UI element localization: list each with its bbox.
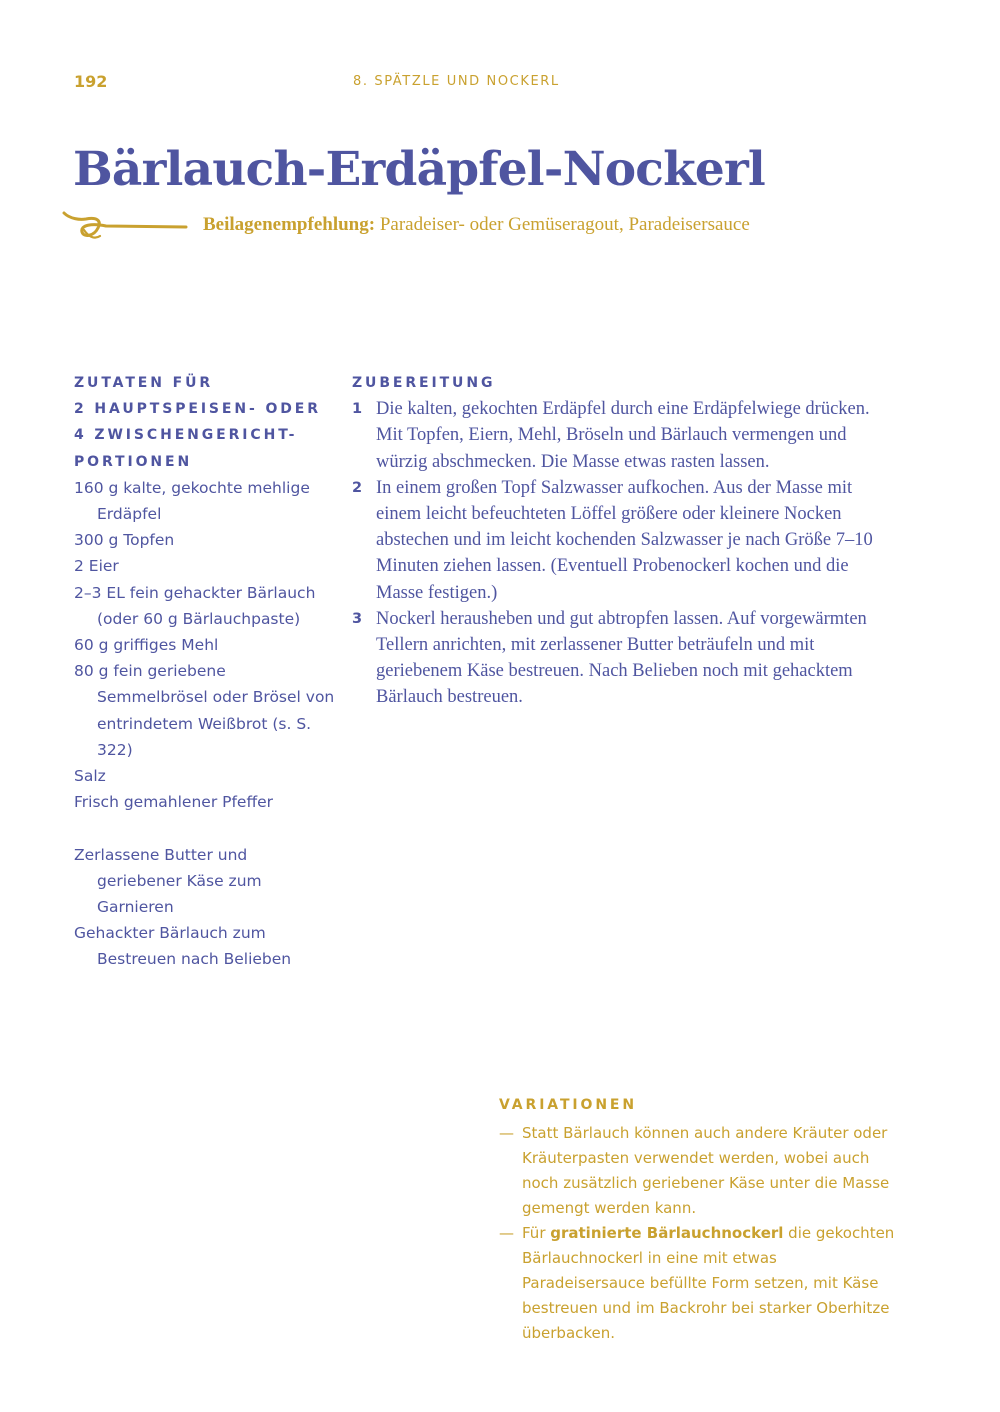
side-dish-recommendation — [203, 214, 750, 236]
ingredient-item: Salz — [74, 767, 106, 786]
step-number: 3 — [352, 610, 363, 627]
variation-text-pre: Für — [522, 1224, 551, 1242]
variation-item — [499, 1121, 899, 1221]
ingredients-heading-line: ZUTATEN FÜR — [74, 375, 214, 391]
preparation-steps — [352, 396, 892, 710]
ingredient-item: 300 g Topfen — [74, 531, 175, 550]
ingredient-item: 160 g kalte, gekochte mehlige Erdäpfel — [74, 478, 310, 524]
ingredients-heading-line: 2 HAUPTSPEISEN- ODER — [74, 401, 321, 418]
step-text: Die kalten, gekochten Erdäpfel durch eine Erdäpfelwiege drücken. Mit Topfen, Eiern, Mehl, Bröseln und Bärlauch vermengen und würzig abschmecken. Die Masse etwas rasten lassen. — [376, 399, 870, 472]
dash-bullet: — — [499, 1124, 514, 1142]
ingredient-item: Gehackter Bärlauch zum Bestreuen nach Belieben — [74, 924, 292, 969]
chapter-heading: 8. SPÄTZLE UND NOCKERL — [353, 74, 560, 89]
ingredients-section — [74, 370, 336, 973]
recommendation-text: Paradeiser- oder Gemüseragout, Paradeisersauce — [375, 214, 750, 235]
variations-heading: VARIATIONEN — [499, 1097, 638, 1113]
ingredient-item: 60 g griffiges Mehl — [74, 636, 219, 655]
step-number: 1 — [352, 401, 363, 418]
ingredient-item: Frisch gemahlener Pfeffer — [74, 793, 274, 812]
ingredient-item: Zerlassene Butter und geriebener Käse zum Garnieren — [74, 845, 262, 917]
preparation-step — [352, 396, 892, 475]
recipe-title: Bärlauch-Erdäpfel-Nockerl — [73, 142, 765, 197]
variation-highlight: gratinierte Bärlauchnockerl — [550, 1224, 784, 1242]
preparation-section — [352, 370, 892, 711]
preparation-step — [352, 606, 892, 711]
variation-text-post: die gekochten Bärlauchnockerl in eine mit etwas Paradeisersauce befüllte Form setzen, mit Käse bestreuen und im Backrohr bei starker Oberhitze überbacken. — [522, 1224, 895, 1342]
ingredients-heading-line: PORTIONEN — [74, 453, 193, 470]
step-text: Nockerl herausheben und gut abtropfen lassen. Auf vorgewärmten Tellern anrichten, mit zerlassener Butter beträufeln und mit geriebenem Käse bestreuen. Nach Belieben noch mit gehacktem Bärlauch bestreuen. — [376, 608, 867, 708]
variations-list — [499, 1121, 899, 1346]
ingredients-heading-line: 4 ZWISCHENGERICHT- — [74, 427, 298, 444]
ingredient-item: 2–3 EL fein gehackter Bärlauch (oder 60 g Bärlauchpaste) — [74, 583, 316, 628]
variations-section — [499, 1093, 899, 1346]
ingredient-item: 2 Eier — [74, 557, 119, 576]
variation-text: Statt Bärlauch können auch andere Kräuter oder Kräuterpasten verwendet werden, wobei auch noch zusätzlich geriebener Käse unter die Masse gemengt werden kann. — [522, 1124, 890, 1217]
step-number: 2 — [352, 479, 363, 496]
dash-bullet: — — [499, 1224, 514, 1242]
page-number: 192 — [74, 72, 108, 91]
spoon-flourish-icon — [62, 210, 188, 244]
ingredient-item: 80 g fein geriebene Semmelbrösel oder Brösel von entrindetem Weißbrot (s. S. 322) — [74, 662, 335, 759]
ingredient-spacer — [74, 815, 336, 841]
variation-item — [499, 1221, 899, 1346]
recommendation-label: Beilagenempfehlung: — [203, 214, 376, 235]
preparation-step — [352, 475, 892, 606]
step-text: In einem großen Topf Salzwasser aufkochen. Aus der Masse mit einem leicht befeuchteten Löffel größere oder kleinere Nocken abstechen und im leicht kochenden Salzwasser je nach Größe 7–10 Minuten ziehen lassen. (Eventuell Probenockerl kochen und die Masse festigen.) — [376, 477, 873, 603]
preparation-heading: ZUBEREITUNG — [352, 375, 496, 391]
